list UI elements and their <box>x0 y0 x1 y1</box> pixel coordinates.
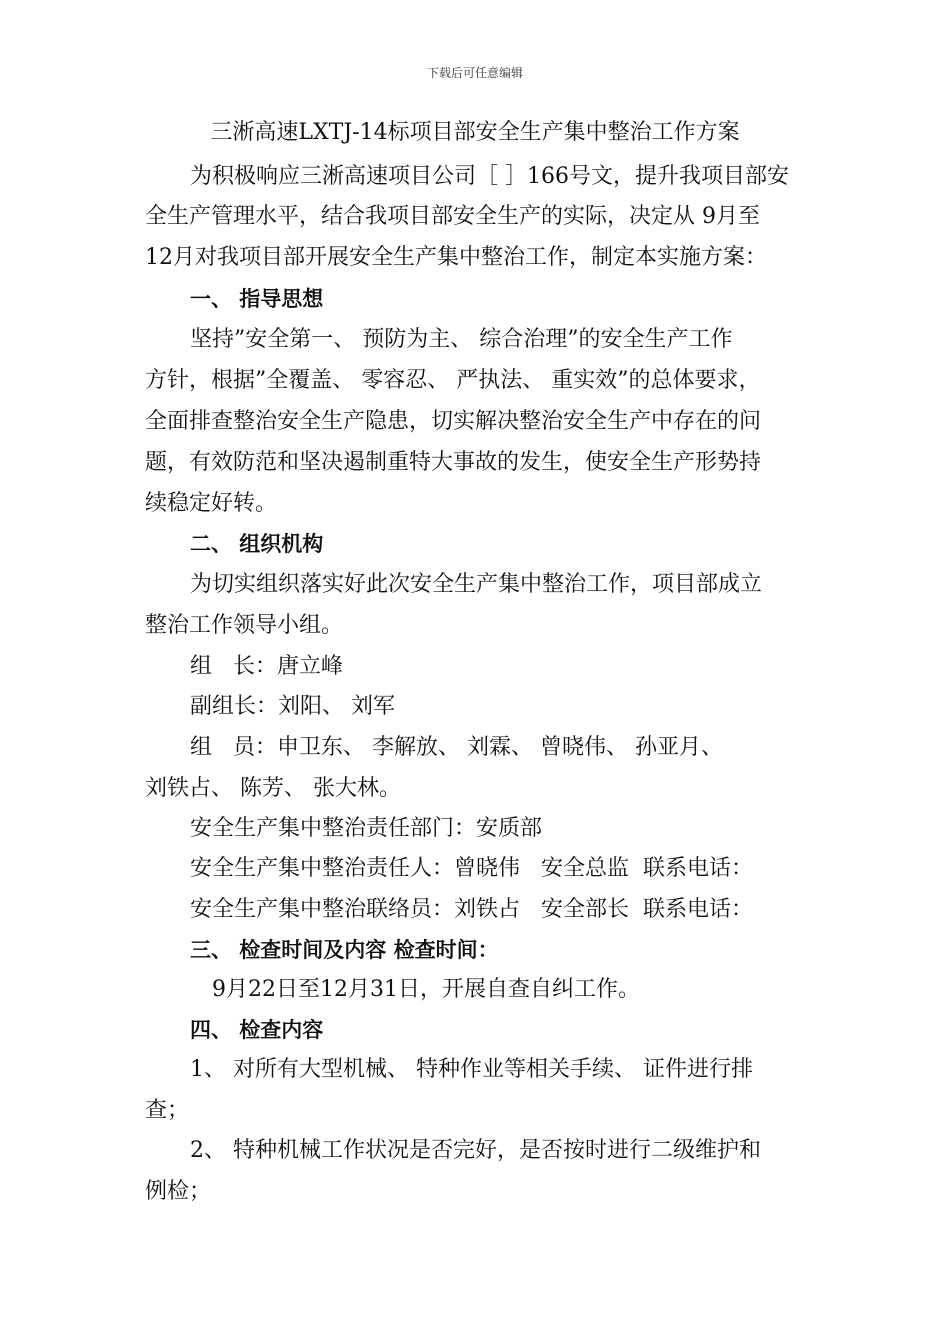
intro-line: 全生产管理水平，结合我项目部安全生产的实际，决定从 9月至 <box>145 204 760 229</box>
responsible-person: 安全生产集中整治责任人：曾晓伟 安全总监 联系电话： <box>190 856 753 881</box>
paragraph-line: 整治工作领导小组。 <box>145 613 344 638</box>
paragraph-line: 坚持”安全第一、 预防为主、 综合治理”的安全生产工作 <box>190 327 733 352</box>
section-heading: 二、 组织机构 <box>190 532 324 556</box>
header-note: 下载后可任意编辑 <box>426 66 523 80</box>
liaison-person: 安全生产集中整治联络员：刘铁占 安全部长 联系电话： <box>190 897 753 922</box>
section-heading: 一、 指导思想 <box>190 287 324 311</box>
responsible-department: 安全生产集中整治责任部门：安质部 <box>190 816 543 841</box>
intro-line: 为积极响应三淅高速项目公司［ ］166号文，提升我项目部安 <box>190 164 789 189</box>
list-item: 1、 对所有大型机械、 特种作业等相关手续、 证件进行排 <box>190 1057 753 1082</box>
paragraph-line: 方针，根据”全覆盖、 零容忍、 严执法、 重实效”的总体要求， <box>145 368 761 393</box>
team-members: 组 员：申卫东、 李解放、 刘霖、 曾晓伟、 孙亚月、 <box>190 735 723 760</box>
section-heading: 三、 检查时间及内容 检查时间： <box>190 938 499 962</box>
paragraph-line: 全面排查整治安全生产隐患，切实解决整治安全生产中存在的问 <box>145 409 762 434</box>
paragraph-line: 为切实组织落实好此次安全生产集中整治工作，项目部成立 <box>190 572 763 597</box>
list-item: 2、 特种机械工作状况是否完好，是否按时进行二级维护和 <box>190 1138 761 1163</box>
intro-line: 12月对我项目部开展安全生产集中整治工作，制定本实施方案： <box>145 245 767 270</box>
document-title: 三淅高速LXTJ-14标项目部安全生产集中整治工作方案 <box>210 120 740 145</box>
paragraph-line: 9月22日至12月31日，开展自查自纠工作。 <box>212 977 640 1002</box>
list-item-cont: 查； <box>145 1098 190 1123</box>
team-leader: 组 长：唐立峰 <box>190 654 343 679</box>
team-members-cont: 刘铁占、 陈芳、 张大林。 <box>145 776 401 801</box>
list-item-cont: 例检； <box>145 1179 212 1204</box>
section-heading: 四、 检查内容 <box>190 1018 324 1042</box>
deputy-leader: 副组长：刘阳、 刘军 <box>190 694 395 719</box>
paragraph-line: 续稳定好转。 <box>145 491 278 516</box>
paragraph-line: 题，有效防范和坚决遏制重特大事故的发生，使安全生产形势持 <box>145 450 762 475</box>
